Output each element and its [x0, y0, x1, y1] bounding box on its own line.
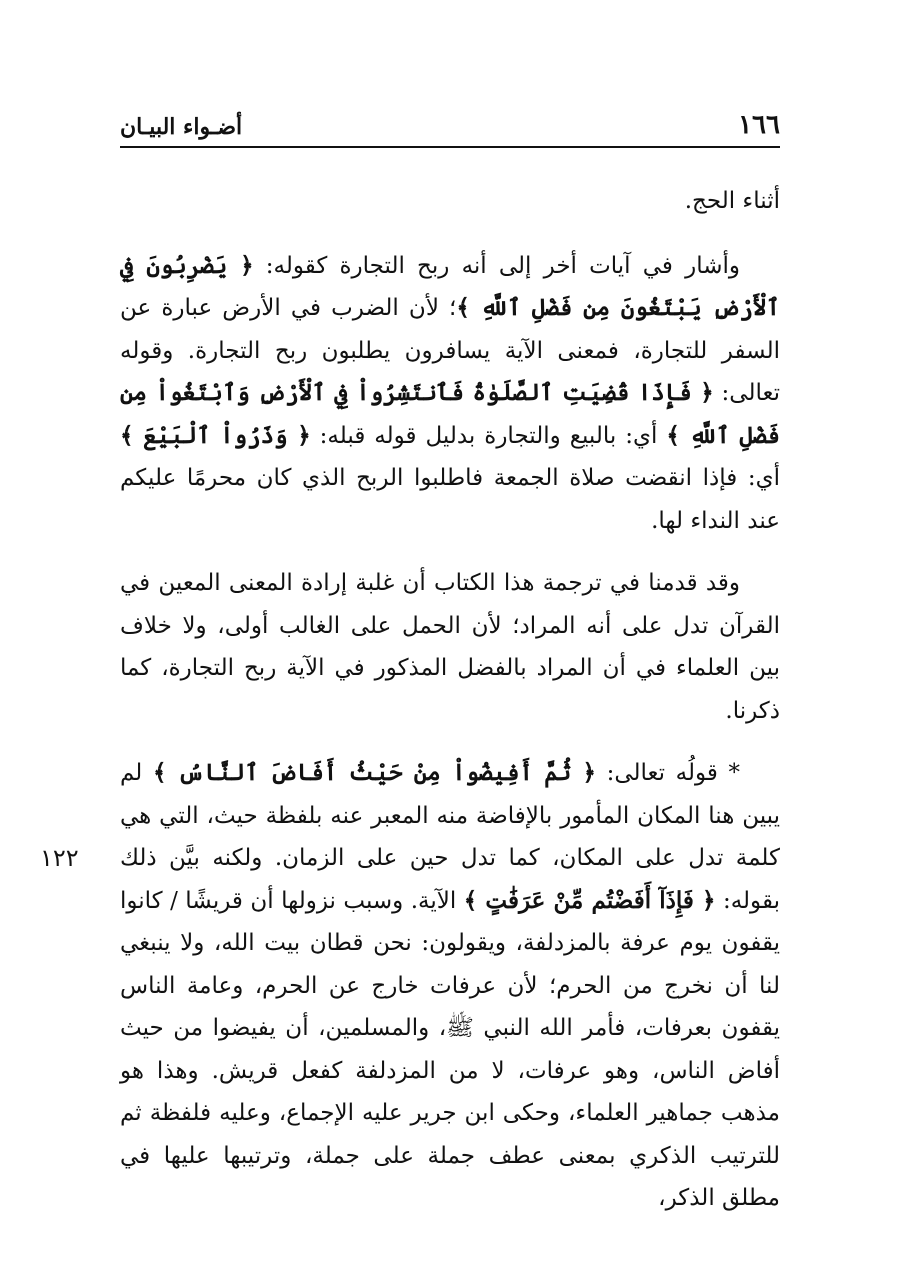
text-segment: أثناء الحج. — [684, 188, 780, 214]
paragraph-2 — [120, 245, 780, 543]
quran-verse: ﴿ فَإِذَآ أَفَضْتُم مِّنْ عَرَفَٰتٍ ﴾ — [463, 886, 716, 914]
text-segment: أي: فإذا انقضت صلاة الجمعة فاطلبوا الربح الذي كان محرمًا عليكم عند النداء لها. — [120, 465, 780, 534]
book-page — [120, 100, 780, 1240]
text-segment: وقد قدمنا في ترجمة هذا الكتاب أن غلبة إرادة المعنى المعين في القرآن تدل على أنه المراد؛ لأن الحمل على الغالب أولى، ولا خلاف بين العلماء في أن المراد بالفضل المذكور في الآية ربح التجارة، كما ذكرنا. — [120, 570, 780, 724]
text-segment: أي: بالبيع والتجارة بدليل قوله قبله: — [310, 422, 667, 449]
quran-verse: ﴿ ثُمَّ أَفِيضُواْ مِنْ حَيْثُ أَفَاضَ ٱلنَّاسُ ﴾ — [152, 759, 596, 786]
page-number: ١٦٦ — [738, 110, 780, 140]
quran-verse: ﴿ يَضْرِبُونَ فِي ٱلْأَرْضِ يَبْتَغُونَ مِن فَضْلِ ٱللَّهِ ﴾ — [120, 251, 780, 321]
text-segment: * قولُه تعالى: — [595, 760, 740, 786]
paragraph-3 — [120, 562, 780, 732]
paragraph-4 — [120, 752, 780, 1220]
page-body — [120, 180, 780, 1220]
quran-verse: ﴿ فَإِذَا قُضِيَتِ ٱلصَّلَوٰةُ فَٱنتَشِرُواْ فِي ٱلْأَرْضِ وَٱبْتَغُواْ مِن فَضْلِ ٱللَّهِ ﴾ — [120, 379, 780, 449]
margin-page-reference: ١٢٢ — [40, 844, 79, 872]
text-segment: وأشار في آيات أخر إلى أنه ربح التجارة كقوله: — [253, 252, 740, 279]
text-segment: الآية. وسبب نزولها أن قريشًا / كانوا يقفون يوم عرفة بالمزدلفة، ويقولون: نحن قطان بيت الله، ولا ينبغي لنا أن نخرج من الحرم؛ لأن عرفات خارج عن الحرم، وعامة الناس يقفون بعرفات، فأمر الله النبي ﷺ، والمسلمين، أن يفيضوا من حيث أفاض الناس، وهو عرفات، لا من المزدلفة كفعل قريش. وهذا هو مذهب جماهير العلماء، وحكى ابن جرير عليه الإجماع، وعليه فلفظة ثم للترتيب الذكري بمعنى عطف جملة على جملة، وترتيبها عليها في مطلق الذكر، — [120, 887, 780, 1211]
page-header — [120, 100, 780, 148]
text-segment: ؛ لأن الضرب في الأرض عبارة عن السفر للتجارة، فمعنى الآية يسافرون يطلبون ربح التجارة. وقوله تعالى: — [120, 295, 780, 406]
book-title: أضـواء البيـان — [120, 114, 243, 140]
quran-verse: ﴿ وَذَرُواْ ٱلْبَيْعَ ﴾ — [120, 421, 311, 449]
text-segment: لم يبين هنا المكان المأمور بالإفاضة منه المعبر عنه بلفظة حيث، التي هي كلمة تدل على المكان، كما تدل حين على الزمان. ولكنه بيَّن ذلك بقوله: — [120, 760, 780, 914]
paragraph-1 — [120, 180, 780, 223]
